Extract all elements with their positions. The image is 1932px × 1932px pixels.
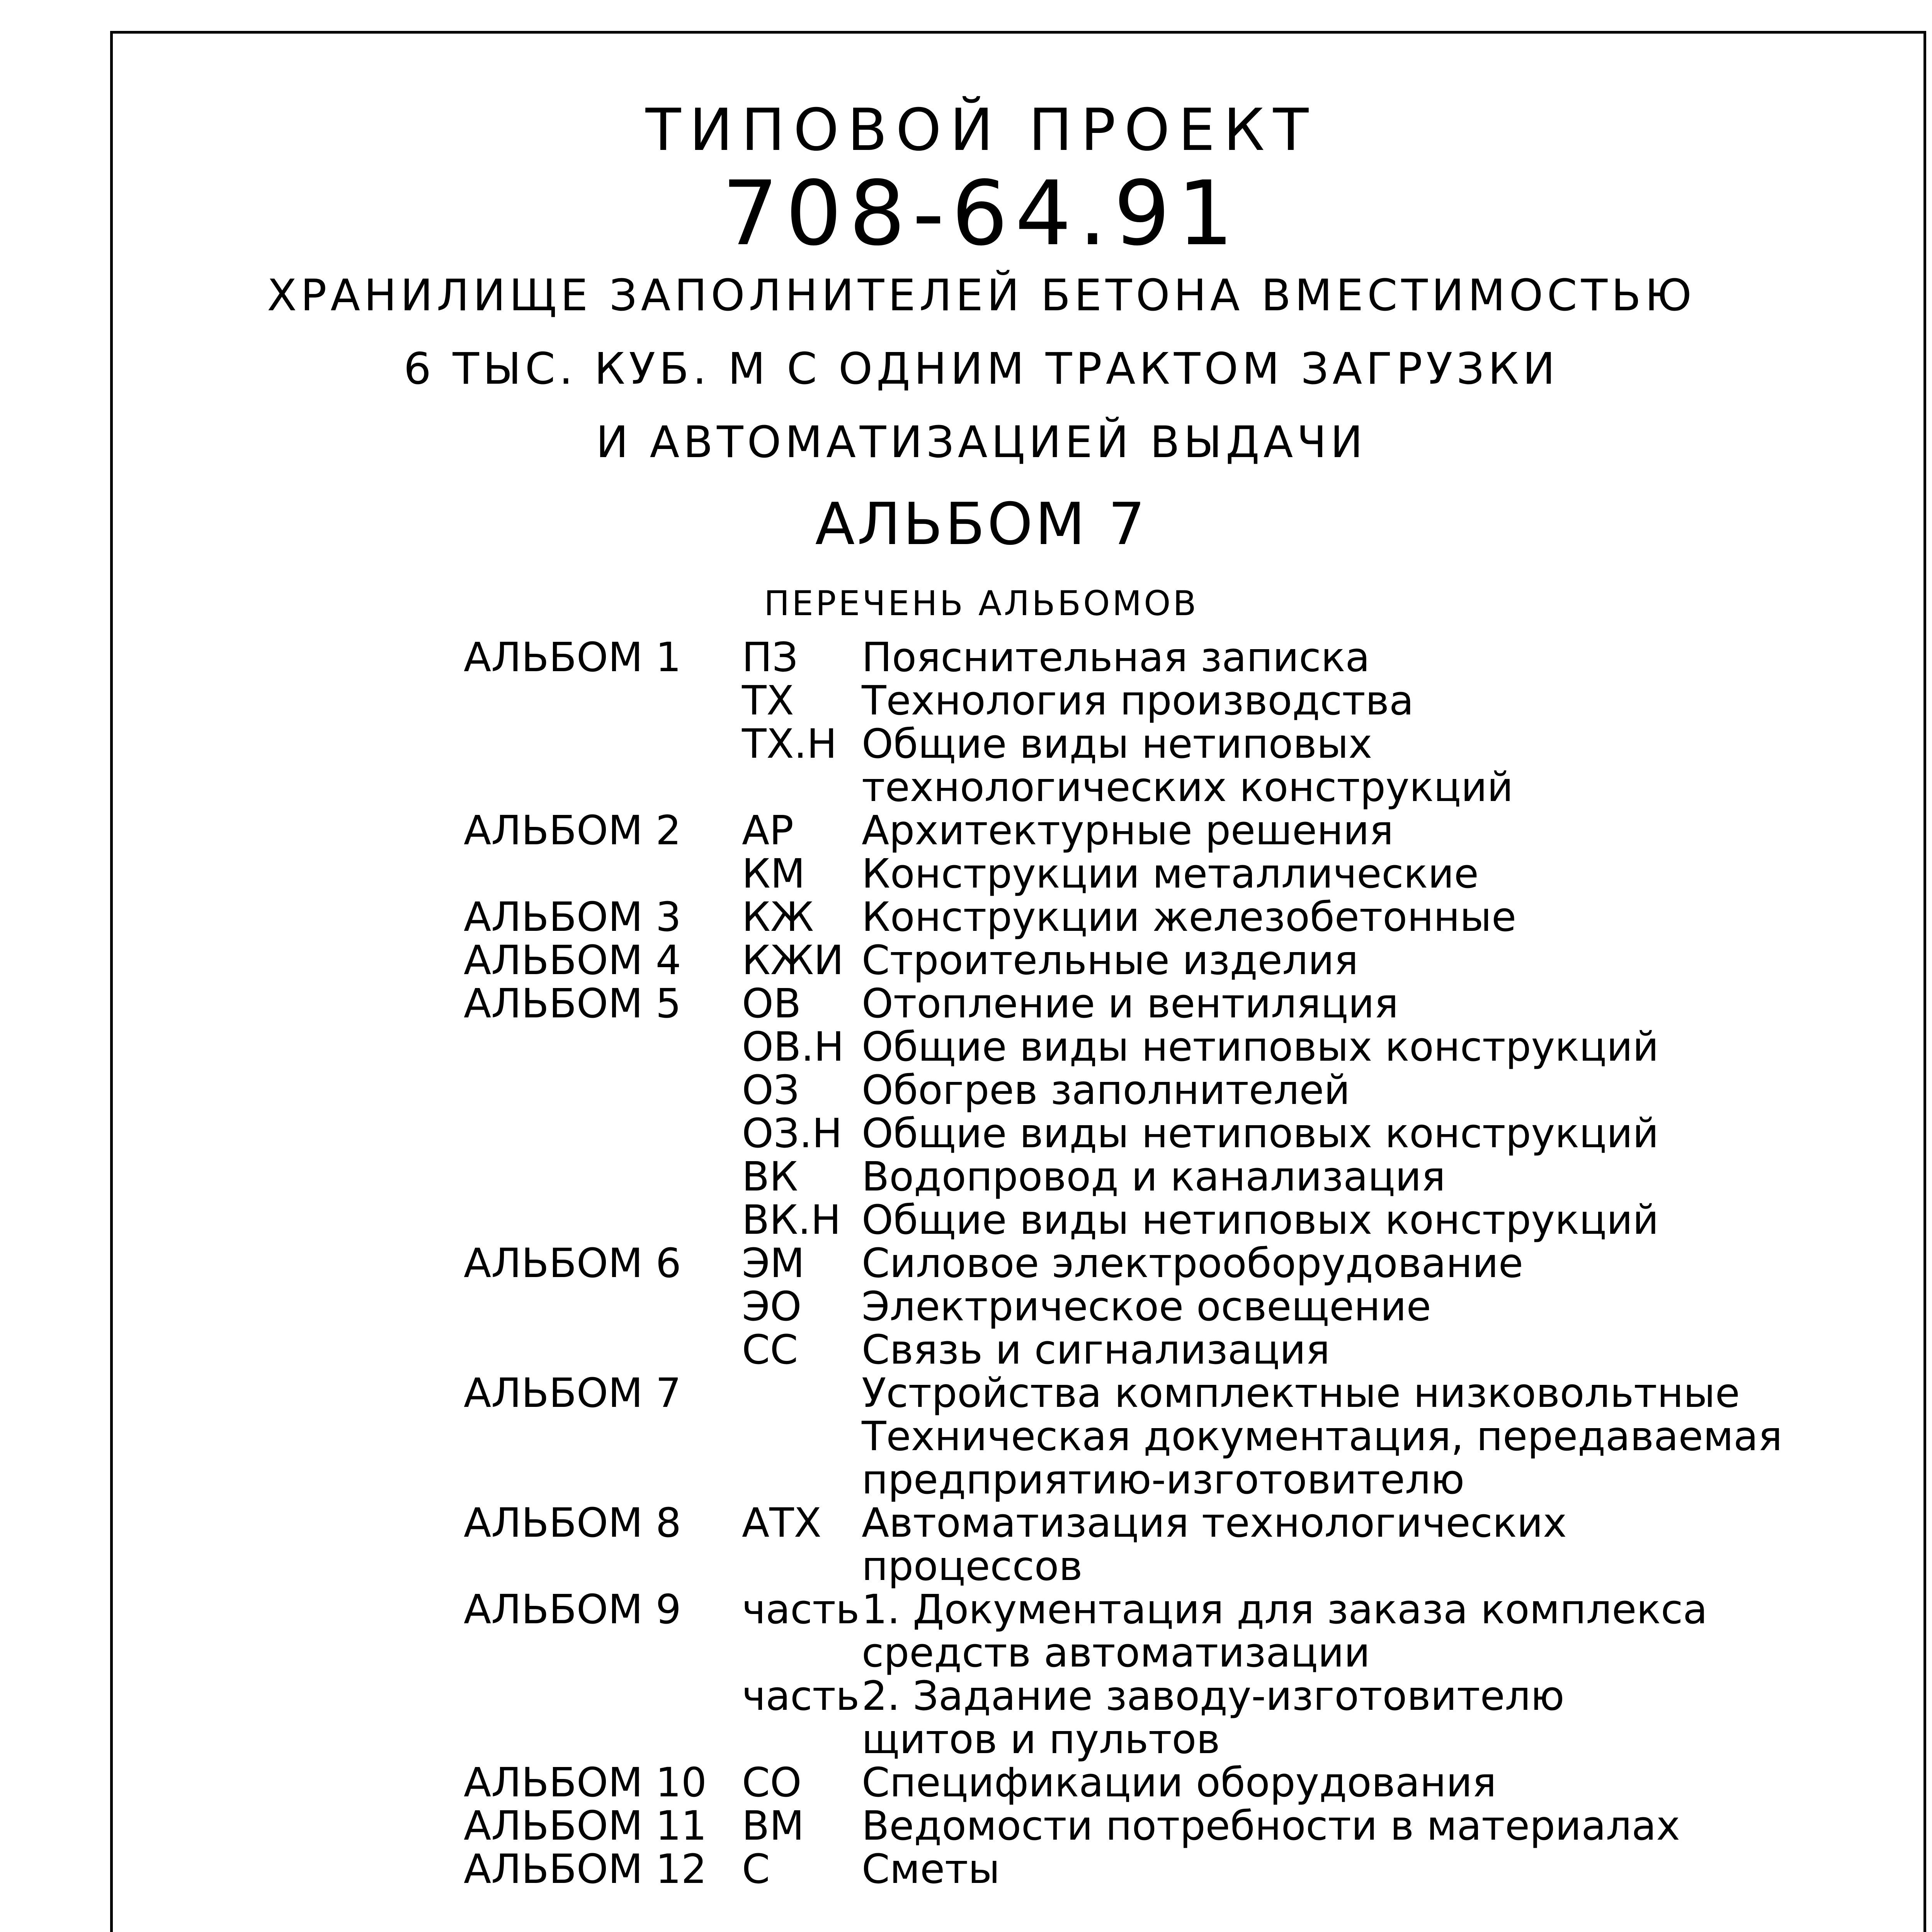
title-line-1: ХРАНИЛИЩЕ ЗАПОЛНИТЕЛЕЙ БЕТОНА ВМЕСТИМОСТЬЮ	[267, 270, 1696, 321]
project-label: ТИПОВОЙ ПРОЕКТ	[645, 97, 1317, 164]
title-line-2: 6 ТЫС. КУБ. М С ОДНИМ ТРАКТОМ ЗАГРУЗКИ	[403, 344, 1559, 394]
album-title: АЛЬБОМ 7	[815, 491, 1148, 558]
project-number: 708-64.91	[722, 162, 1241, 265]
albums-list-heading: ПЕРЕЧЕНЬ АЛЬБОМОВ	[764, 583, 1199, 623]
title-line-3: И АВТОМАТИЗАЦИЕЙ ВЫДАЧИ	[596, 417, 1367, 468]
